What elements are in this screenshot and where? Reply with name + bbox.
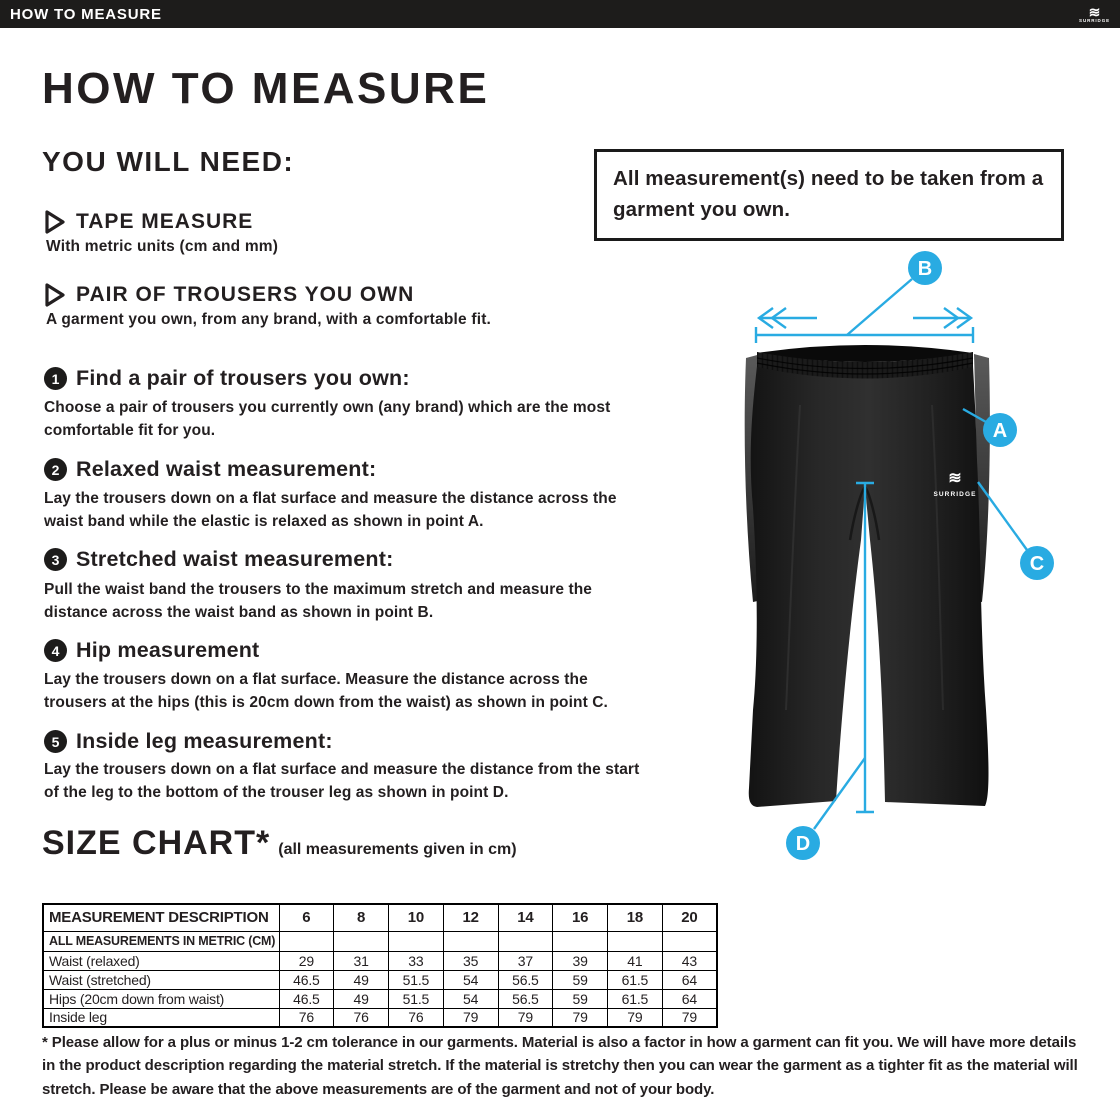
step-title: Relaxed waist measurement: [76, 457, 377, 481]
step-title: Hip measurement [76, 638, 260, 662]
need-item-description: With metric units (cm and mm) [46, 238, 279, 255]
need-item-trousers [44, 283, 414, 307]
waist-measure-line [756, 327, 973, 343]
cell-value: 46.5 [279, 970, 334, 989]
cell-value: 33 [389, 951, 444, 970]
surridge-logo-text: SURRIDGE [1079, 17, 1110, 23]
cell-value: 49 [334, 970, 389, 989]
triangle-bullet-icon [44, 283, 66, 307]
size-chart-heading-row [42, 824, 517, 863]
page-title: HOW TO MEASURE [42, 64, 490, 113]
cell-value: 39 [553, 951, 608, 970]
point-d-label: D [795, 833, 811, 855]
step-number-badge: 5 [44, 730, 67, 753]
trousers-measurement-diagram [700, 240, 1120, 860]
need-item-description: A garment you own, from any brand, with a comfortable fit. [46, 311, 492, 328]
column-header: 18 [608, 904, 663, 931]
cell-value: 79 [608, 1008, 663, 1027]
cell-value: 61.5 [608, 989, 663, 1008]
empty-cell [279, 931, 334, 951]
cell-value: 43 [662, 951, 717, 970]
empty-cell [662, 931, 717, 951]
empty-cell [389, 931, 444, 951]
column-header: MEASUREMENT DESCRIPTION [43, 904, 279, 931]
step-3-body: Pull the waist band the trousers to the maximum stretch and measure the distance across the waist band as shown in point B. [44, 581, 593, 622]
step-2-body: Lay the trousers down on a flat surface and measure the distance across the waist band while the elastic is relaxed as shown in point A. [44, 490, 617, 531]
point-a-label: A [992, 420, 1008, 442]
garment-logo-icon: ≋ [948, 470, 962, 487]
tolerance-footnote: * Please allow for a plus or minus 1-2 cm tolerance in our garments. Material is also a factor in how a garment can fit you. We will have more details in the product description regarding the material stretch. If the material is stretchy then you can wear the garment as a tighter fit as the material will stretch. Please be aware that the above measurements are of the garment and not of your body. [42, 1034, 1078, 1098]
need-item-tape-measure [44, 210, 253, 234]
cell-value: 76 [279, 1008, 334, 1027]
empty-cell [498, 931, 553, 951]
table-row [43, 989, 717, 1008]
row-label: ALL MEASUREMENTS IN METRIC (CM) [43, 931, 279, 951]
step-title: Find a pair of trousers you own: [76, 366, 410, 390]
point-b-label: B [917, 258, 933, 280]
step-4-heading [44, 638, 259, 663]
step-title: Inside leg measurement: [76, 729, 333, 753]
cell-value: 56.5 [498, 989, 553, 1008]
triangle-bullet-icon [44, 210, 66, 234]
empty-cell [334, 931, 389, 951]
trousers-body [749, 366, 989, 807]
cell-value: 51.5 [389, 989, 444, 1008]
row-label: Waist (relaxed) [43, 951, 279, 970]
cell-value: 56.5 [498, 970, 553, 989]
cell-value: 79 [498, 1008, 553, 1027]
surridge-logo-icon: ≋ [1088, 3, 1101, 20]
cell-value: 54 [443, 989, 498, 1008]
step-3-heading [44, 547, 393, 572]
cell-value: 51.5 [389, 970, 444, 989]
size-chart-heading: SIZE CHART* [42, 824, 271, 862]
column-header: 20 [662, 904, 717, 931]
size-chart-subheading: (all measurements given in cm) [278, 841, 517, 858]
point-c-label: C [1029, 553, 1045, 575]
top-bar-title: HOW TO MEASURE [10, 5, 162, 23]
table-row [43, 1008, 717, 1027]
cell-value: 41 [608, 951, 663, 970]
step-number-badge: 4 [44, 639, 67, 662]
table-row-metric-note [43, 931, 717, 951]
step-5-body: Lay the trousers down on a flat surface and measure the distance from the start of the leg to the bottom of the trouser leg as shown in point D. [44, 761, 640, 802]
cell-value: 79 [553, 1008, 608, 1027]
cell-value: 29 [279, 951, 334, 970]
surridge-logo [1079, 3, 1110, 24]
cell-value: 59 [553, 989, 608, 1008]
cell-value: 79 [443, 1008, 498, 1027]
column-header: 8 [334, 904, 389, 931]
need-item-label: PAIR OF TROUSERS YOU OWN [76, 283, 415, 306]
row-label: Waist (stretched) [43, 970, 279, 989]
note-box: All measurement(s) need to be taken from a garment you own. [594, 149, 1064, 241]
cell-value: 35 [443, 951, 498, 970]
step-title: Stretched waist measurement: [76, 547, 394, 571]
table-header-row [43, 904, 717, 931]
row-label: Inside leg [43, 1008, 279, 1027]
cell-value: 59 [553, 970, 608, 989]
garment-logo-text: SURRIDGE [933, 491, 977, 498]
size-chart-table [42, 903, 718, 1028]
column-header: 14 [498, 904, 553, 931]
step-2-heading [44, 457, 376, 482]
you-will-need-heading: YOU WILL NEED: [42, 146, 295, 177]
step-5-heading [44, 729, 333, 754]
cell-value: 31 [334, 951, 389, 970]
table-row [43, 951, 717, 970]
table-row [43, 970, 717, 989]
cell-value: 61.5 [608, 970, 663, 989]
step-1-body: Choose a pair of trousers you currently own (any brand) which are the most comfortable fit for you. [44, 399, 611, 440]
cell-value: 64 [662, 989, 717, 1008]
step-number-badge: 2 [44, 458, 67, 481]
column-header: 16 [553, 904, 608, 931]
cell-value: 79 [662, 1008, 717, 1027]
step-1-heading [44, 366, 410, 391]
column-header: 6 [279, 904, 334, 931]
need-item-label: TAPE MEASURE [76, 210, 254, 233]
row-label: Hips (20cm down from waist) [43, 989, 279, 1008]
cell-value: 54 [443, 970, 498, 989]
cell-value: 49 [334, 989, 389, 1008]
trousers-illustration [745, 345, 990, 807]
point-b-leader-line [847, 279, 912, 335]
column-header: 10 [389, 904, 444, 931]
empty-cell [553, 931, 608, 951]
step-number-badge: 3 [44, 548, 67, 571]
column-header: 12 [443, 904, 498, 931]
empty-cell [608, 931, 663, 951]
top-bar [0, 0, 1120, 28]
cell-value: 76 [334, 1008, 389, 1027]
step-4-body: Lay the trousers down on a flat surface. Measure the distance across the trousers at the hips (this is 20cm down from the waist) as shown in point C. [44, 671, 608, 712]
cell-value: 37 [498, 951, 553, 970]
cell-value: 64 [662, 970, 717, 989]
cell-value: 76 [389, 1008, 444, 1027]
empty-cell [443, 931, 498, 951]
cell-value: 46.5 [279, 989, 334, 1008]
step-number-badge: 1 [44, 367, 67, 390]
